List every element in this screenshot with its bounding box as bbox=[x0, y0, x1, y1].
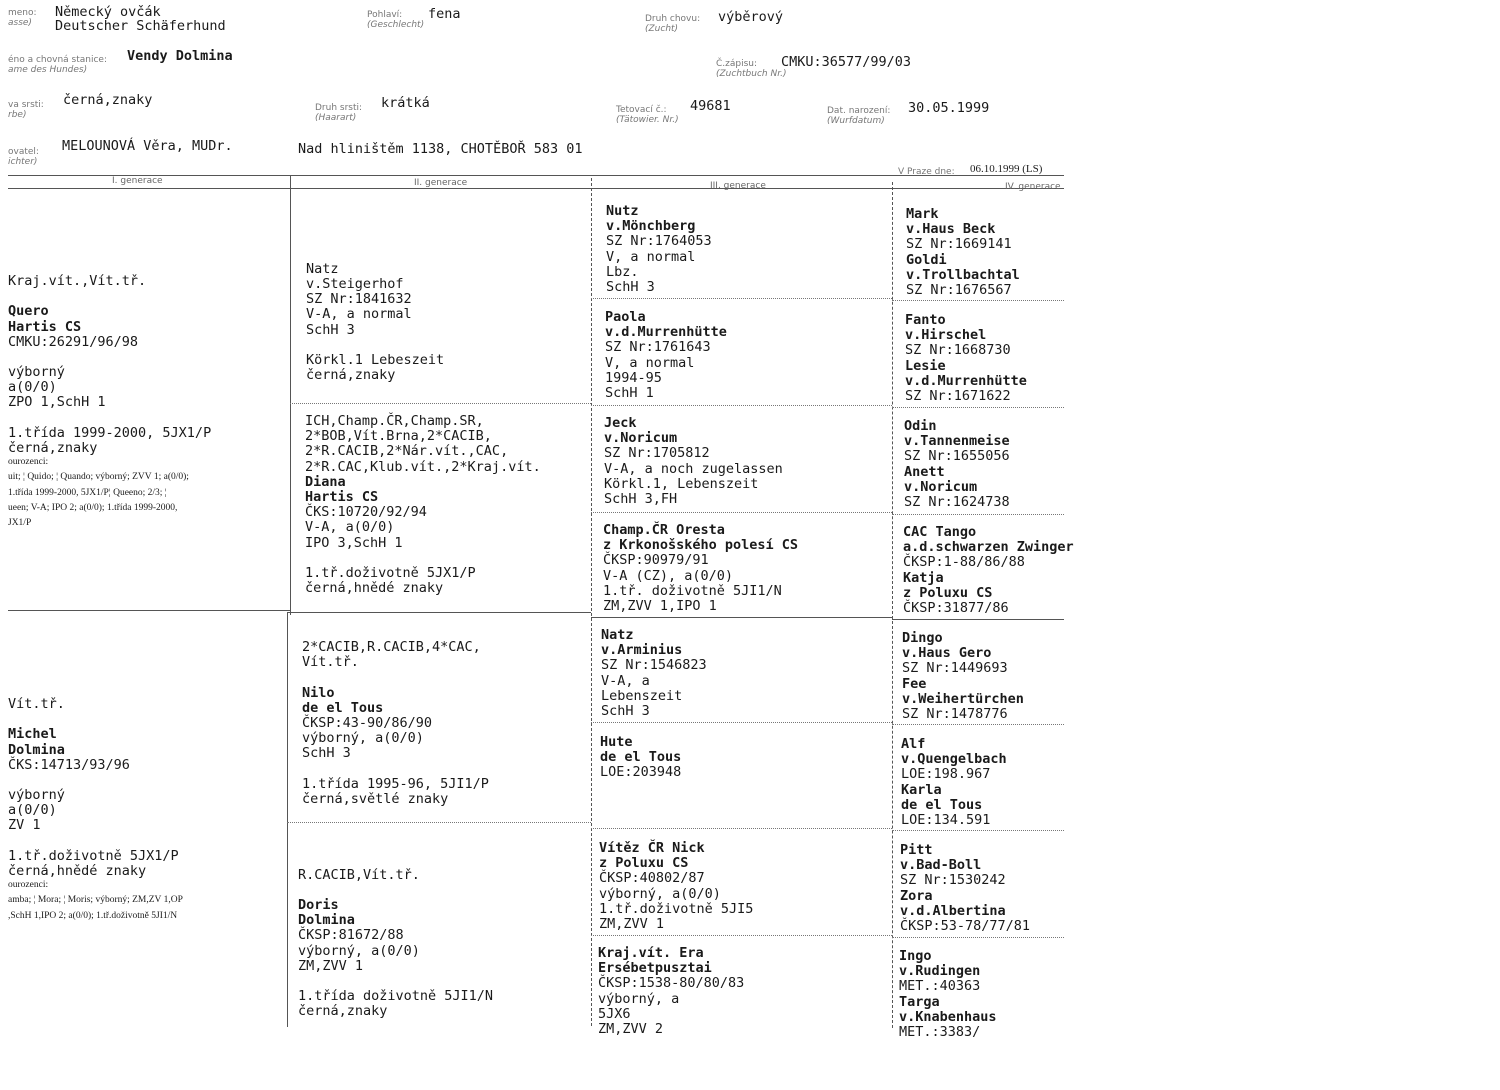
pedigree-line: SchH 3,FH bbox=[604, 490, 678, 507]
pedigree-line: de el Tous bbox=[302, 699, 384, 716]
pedigree-line: z Krkonošského polesí CS bbox=[603, 537, 799, 554]
pedigree-line: Pitt bbox=[900, 842, 933, 858]
pedigree-line: V-A (CZ), a(0/0) bbox=[603, 567, 734, 584]
pedigree-line bbox=[298, 852, 588, 867]
pedigree-line: v.Trollbachtal bbox=[906, 266, 1020, 283]
pedigree-line: Ersébetpusztai bbox=[598, 960, 712, 977]
gen4-cell-5 bbox=[902, 631, 1064, 724]
pedigree-line: SZ Nr:1449693 bbox=[902, 660, 1008, 677]
gen4-row-divider-7 bbox=[892, 937, 1064, 938]
pedigree-line: Targa bbox=[899, 993, 940, 1010]
col-divider-1a bbox=[290, 175, 291, 615]
gen3-row-divider-5 bbox=[591, 722, 892, 723]
pedigree-line bbox=[8, 834, 286, 849]
pedigree-line: Goldi bbox=[906, 251, 947, 268]
pedigree-line: ČKSP:1538-80/80/83 bbox=[598, 975, 745, 992]
gen3-row-divider-2 bbox=[591, 405, 892, 406]
pedigree-line: Fee bbox=[902, 675, 927, 692]
pedigree-line: černá,hnědé znaky bbox=[8, 863, 147, 879]
pedigree-line: SZ Nr:1761643 bbox=[605, 339, 711, 356]
pedigree-line bbox=[8, 712, 286, 727]
gen2-dam-dam bbox=[298, 822, 588, 1026]
pedigree-line bbox=[8, 667, 286, 682]
pedigree-line: SZ Nr:1671622 bbox=[905, 387, 1011, 404]
pedigree-line: Lebenszeit bbox=[601, 687, 683, 704]
tattoo-value: 49681 bbox=[690, 98, 731, 114]
pedigree-line: Michel bbox=[8, 726, 57, 743]
gen3-row-divider-3 bbox=[591, 512, 892, 513]
gen3-cell-5 bbox=[601, 628, 890, 722]
pedigree-line: ZM,ZVV 1 bbox=[298, 957, 364, 974]
pedigree-line: V-A, a normal bbox=[306, 306, 412, 323]
pedigree-line: ČKSP:40802/87 bbox=[599, 870, 705, 887]
pedigree-line: černá,hnědé znaky bbox=[305, 580, 444, 597]
pedigree-line: amba; ¦ Mora; ¦ Moris; výborný; ZM,ZV 1,OP bbox=[8, 895, 183, 906]
birth-label: Dat. narození: (Wurfdatum) bbox=[827, 106, 891, 126]
pedigree-line: ,SchH 1,IPO 2; a(0/0); 1.tř.doživotně 5JI1/N bbox=[8, 910, 178, 921]
gen3-row-divider-6 bbox=[591, 828, 892, 829]
pedigree-line: Kraj.vít.,Vít.tř. bbox=[8, 272, 147, 289]
pedigree-line bbox=[298, 822, 588, 837]
gen3-row-divider-1 bbox=[591, 298, 892, 299]
pedigree-line: ČKSP:53-78/77/81 bbox=[900, 917, 1031, 934]
pedigree-line: SZ Nr:1624738 bbox=[904, 493, 1010, 510]
pedigree-line: SZ Nr:1668730 bbox=[905, 342, 1011, 359]
pedigree-line: ČKSP:90979/91 bbox=[603, 552, 709, 569]
pedigree-line: Hartis CS bbox=[305, 488, 379, 505]
gen3-header: III. generace bbox=[710, 181, 766, 191]
pedigree-line: Hartis CS bbox=[8, 318, 82, 335]
gen4-row-divider-1 bbox=[892, 300, 1064, 301]
pedigree-line bbox=[298, 837, 588, 852]
gen3-cell-6 bbox=[600, 735, 890, 827]
pedigree-line: SZ Nr:1841632 bbox=[306, 291, 412, 308]
sex-value: fena bbox=[428, 6, 461, 22]
pedigree-line: SZ Nr:1669141 bbox=[906, 236, 1012, 253]
pedigree-line: a(0/0) bbox=[8, 379, 57, 396]
pedigree-line: výborný, a bbox=[598, 990, 680, 1007]
pedigree-line: JX1/P bbox=[8, 517, 32, 528]
pedigree-line: v.d.Murrenhütte bbox=[905, 372, 1027, 389]
pedigree-line bbox=[306, 338, 588, 353]
gen2-sire-dam bbox=[305, 414, 589, 610]
pedigree-line: ICH,Champ.ČR,Champ.SR, bbox=[305, 413, 484, 429]
col-divider-1b bbox=[287, 612, 288, 1027]
breeding-value: výběrový bbox=[718, 9, 784, 25]
issued-date: 06.10.1999 (LS) bbox=[970, 163, 1043, 175]
pedigree-line bbox=[8, 350, 286, 365]
pedigree-line: de el Tous bbox=[600, 749, 682, 766]
pedigree-line bbox=[8, 636, 286, 651]
pedigree-line: 1.tř. doživotně 5JI1/N bbox=[603, 582, 782, 599]
pedigree-line: SZ Nr:1478776 bbox=[902, 705, 1008, 722]
col-divider-3 bbox=[892, 182, 893, 1028]
issued-label: V Praze dne: bbox=[898, 167, 955, 177]
pedigree-line: Zora bbox=[900, 887, 933, 904]
breeder-value: MELOUNOVÁ Věra, MUDr. bbox=[62, 138, 233, 154]
pedigree-line: Jeck bbox=[604, 415, 637, 431]
gen2-row-divider-2 bbox=[288, 612, 591, 613]
pedigree-line: Dingo bbox=[902, 630, 943, 646]
pedigree-line: v.Arminius bbox=[601, 642, 683, 659]
pedigree-line: ČKSP:31877/86 bbox=[903, 599, 1009, 616]
pedigree-line: Paola bbox=[605, 309, 646, 325]
gen2-dam-sire bbox=[302, 640, 588, 820]
pedigree-line: Lbz. bbox=[606, 263, 639, 280]
pedigree-line: v.Noricum bbox=[904, 478, 978, 495]
pedigree-line: ZPO 1,SchH 1 bbox=[8, 394, 106, 411]
pedigree-line: výborný, a(0/0) bbox=[302, 730, 424, 747]
studbook-label: Č.zápisu: (Zuchtbuch Nr.) bbox=[716, 59, 787, 79]
pedigree-line: Hute bbox=[600, 734, 633, 750]
pedigree-line bbox=[8, 259, 286, 274]
gen4-cell-2 bbox=[905, 313, 1064, 406]
coat-label: Druh srsti: (Haarart) bbox=[315, 103, 363, 123]
pedigree-line bbox=[8, 682, 286, 697]
gen4-cell-7 bbox=[900, 843, 1064, 936]
birth-value: 30.05.1999 bbox=[908, 100, 990, 116]
pedigree-line: Diana bbox=[305, 473, 346, 490]
pedigree-line: Nilo bbox=[302, 684, 335, 701]
pedigree-line: Natz bbox=[601, 627, 634, 643]
pedigree-line: SZ Nr:1764053 bbox=[606, 233, 712, 250]
gen4-row-divider-4 bbox=[892, 619, 1064, 620]
pedigree-line bbox=[8, 228, 286, 243]
pedigree-line: v.Hirschel bbox=[905, 327, 987, 344]
pedigree-line: SchH 3 bbox=[601, 702, 650, 719]
gen2-sire-sire bbox=[306, 201, 588, 401]
gen3-cell-1 bbox=[606, 204, 890, 298]
pedigree-line: v.d.Murrenhütte bbox=[605, 324, 727, 341]
pedigree-line: Fanto bbox=[905, 312, 946, 328]
pedigree-line bbox=[302, 670, 588, 685]
pedigree-line: V-A, a noch zugelassen bbox=[604, 460, 783, 477]
pedigree-line: 1.tř.doživotně 5JX1/P bbox=[305, 564, 476, 581]
gen3-cell-4 bbox=[603, 523, 890, 617]
gen4-cell-6 bbox=[901, 737, 1064, 829]
gen2-header: II. generace bbox=[414, 178, 468, 188]
pedigree-line: 1.třída doživotně 5JI1/N bbox=[298, 988, 494, 1005]
pedigree-line: SZ Nr:1655056 bbox=[904, 448, 1010, 465]
pedigree-line: V, a normal bbox=[605, 354, 695, 371]
pedigree-line: v.Weihertürchen bbox=[902, 690, 1024, 707]
pedigree-line: Nutz bbox=[606, 203, 639, 219]
pedigree-line: 1.tř.doživotně 5JI5 bbox=[599, 900, 754, 917]
gen4-header: IV. generace bbox=[1005, 182, 1061, 192]
gen1-header: I. generace bbox=[112, 176, 163, 186]
pedigree-line: ourozenci: bbox=[8, 457, 49, 468]
studbook-value: CMKU:36577/99/03 bbox=[781, 54, 912, 70]
pedigree-line: Vít.tř. bbox=[8, 695, 65, 712]
pedigree-line: a(0/0) bbox=[8, 802, 57, 819]
pedigree-line: a.d.schwarzen Zwinger bbox=[903, 539, 1074, 556]
pedigree-line bbox=[8, 651, 286, 666]
pedigree-line bbox=[8, 773, 286, 788]
color-label: va srsti: rbe) bbox=[8, 100, 44, 120]
pedigree-line: v.Mönchberg bbox=[606, 218, 696, 235]
pedigree-line bbox=[302, 762, 588, 777]
pedigree-line: V, a normal bbox=[606, 248, 696, 265]
pedigree-line: LOE:134.591 bbox=[901, 811, 991, 828]
pedigree-line: Körkl.1, Lebenszeit bbox=[604, 475, 759, 492]
gen1-dam bbox=[8, 621, 286, 1026]
breeder-label: ovatel: ichter) bbox=[8, 147, 39, 167]
col-divider-2 bbox=[591, 178, 592, 1026]
generation-header-border bbox=[8, 188, 1064, 189]
pedigree-line: 1994-95 bbox=[605, 369, 662, 386]
gen4-row-divider-5 bbox=[892, 724, 1064, 725]
pedigree-line: výborný, a(0/0) bbox=[599, 885, 721, 902]
pedigree-line: v.Steigerhof bbox=[306, 275, 404, 292]
pedigree-line: MET.:3383/ bbox=[899, 1023, 981, 1040]
pedigree-line: V-A, a(0/0) bbox=[305, 519, 395, 536]
pedigree-line: Dolmina bbox=[8, 741, 65, 758]
gen4-cell-3 bbox=[904, 419, 1064, 512]
pedigree-line: MET.:40363 bbox=[899, 978, 981, 995]
pedigree-line: v.d.Albertina bbox=[900, 902, 1006, 919]
pedigree-line: z Poluxu CS bbox=[599, 855, 689, 872]
pedigree-line: SchH 3 bbox=[302, 745, 351, 762]
pedigree-line: v.Noricum bbox=[604, 430, 678, 447]
pedigree-line: 1.tř.doživotně 5JX1/P bbox=[8, 847, 179, 864]
breed-cz: Německý ovčák bbox=[55, 4, 161, 20]
sex-label: Pohlaví: (Geschlecht) bbox=[367, 10, 425, 30]
pedigree-line: černá,znaky bbox=[8, 440, 98, 456]
pedigree-line: 1.třída 1995-96, 5JI1/P bbox=[302, 775, 489, 792]
pedigree-line: ourozenci: bbox=[8, 880, 49, 891]
pedigree-line bbox=[8, 411, 286, 426]
pedigree-line: v.Haus Gero bbox=[902, 645, 992, 662]
pedigree-line: Ingo bbox=[899, 948, 932, 964]
breed-label: meno: asse) bbox=[8, 8, 37, 28]
pedigree-line: ČKSP:1-88/86/88 bbox=[903, 554, 1025, 571]
pedigree-line: Mark bbox=[906, 206, 939, 222]
pedigree-line: 2*CACIB,R.CACIB,4*CAC, bbox=[302, 639, 481, 655]
gen4-row-divider-3 bbox=[892, 514, 1064, 515]
pedigree-line bbox=[306, 231, 588, 246]
pedigree-line: Vítěz ČR Nick bbox=[599, 840, 705, 856]
breeding-label: Druh chovu: (Zucht) bbox=[645, 14, 701, 34]
pedigree-line: LOE:198.967 bbox=[901, 766, 991, 783]
color-value: černá,znaky bbox=[63, 92, 153, 108]
pedigree-line: výborný bbox=[8, 787, 65, 804]
gen3-row-divider-7 bbox=[591, 935, 892, 936]
pedigree-line: SZ Nr:1705812 bbox=[604, 445, 710, 462]
pedigree-line: R.CACIB,Vít.tř. bbox=[298, 866, 420, 883]
gen3-cell-8 bbox=[598, 945, 890, 1037]
pedigree-line bbox=[8, 198, 286, 213]
breed-de: Deutscher Schäferhund bbox=[55, 18, 226, 34]
pedigree-line bbox=[306, 216, 588, 231]
pedigree-line: Natz bbox=[306, 260, 339, 277]
pedigree-line: LOE:203948 bbox=[600, 764, 682, 781]
pedigree-line: z Poluxu CS bbox=[903, 584, 993, 601]
pedigree-line bbox=[306, 201, 588, 216]
pedigree-line: výborný, a(0/0) bbox=[298, 942, 420, 959]
name-label: éno a chovná stanice: ame des Hundes) bbox=[8, 55, 108, 75]
gen4-row-divider-2 bbox=[892, 407, 1064, 408]
pedigree-line: Kraj.vít. Era bbox=[598, 945, 704, 961]
pedigree-line: v.Bad-Boll bbox=[900, 857, 982, 874]
gen3-cell-7 bbox=[599, 841, 890, 935]
dog-name: Vendy Dolmina bbox=[127, 48, 233, 64]
pedigree-line: ČKS:14713/93/96 bbox=[8, 756, 130, 773]
pedigree-line: CAC Tango bbox=[903, 524, 977, 540]
pedigree-line: SZ Nr:1530242 bbox=[900, 872, 1006, 889]
gen1-row-divider bbox=[8, 610, 291, 611]
gen1-sire bbox=[8, 198, 286, 608]
gen3-row-divider-4 bbox=[591, 617, 892, 618]
pedigree-line: uit; ¦ Quido; ¦ Quando; výborný; ZVV 1; a(0/0); bbox=[8, 472, 189, 483]
pedigree-line: černá,znaky bbox=[298, 1003, 388, 1020]
gen2-row-divider-1 bbox=[290, 403, 591, 404]
pedigree-line bbox=[8, 244, 286, 259]
pedigree-line: SZ Nr:1676567 bbox=[906, 281, 1012, 298]
pedigree-line: 2*R.CACIB,2*Nár.vít.,CAC, bbox=[305, 443, 509, 460]
pedigree-line: Katja bbox=[903, 569, 944, 586]
pedigree-line bbox=[305, 551, 589, 566]
pedigree-line bbox=[8, 213, 286, 228]
pedigree-line: 1.třída 1999-2000, 5JX1/P¦ Queeno; 2/3; ¦ bbox=[8, 487, 167, 498]
pedigree-line: Karla bbox=[901, 781, 942, 798]
pedigree-line: ČKSP:81672/88 bbox=[298, 927, 404, 944]
pedigree-line: V-A, a bbox=[601, 672, 650, 689]
pedigree-line: 1.třída 1999-2000, 5JX1/P bbox=[8, 424, 212, 441]
pedigree-line: ZM,ZVV 2 bbox=[598, 1020, 664, 1037]
pedigree-line: Vít.tř. bbox=[302, 654, 359, 671]
pedigree-line: Doris bbox=[298, 896, 339, 913]
pedigree-line: ZV 1 bbox=[8, 817, 41, 834]
pedigree-line: de el Tous bbox=[901, 796, 983, 813]
table-top-border bbox=[8, 175, 1064, 176]
pedigree-line bbox=[306, 247, 588, 262]
pedigree-line bbox=[298, 974, 588, 989]
coat-value: krátká bbox=[381, 95, 430, 111]
pedigree-line: v.Tannenmeise bbox=[904, 433, 1010, 450]
pedigree-line: ČKS:10720/92/94 bbox=[305, 504, 427, 521]
pedigree-line: výborný bbox=[8, 364, 65, 381]
pedigree-line: v.Haus Beck bbox=[906, 221, 996, 238]
pedigree-line: Quero bbox=[8, 303, 49, 320]
pedigree-line: CMKU:26291/96/98 bbox=[8, 333, 139, 350]
gen3-cell-2 bbox=[605, 310, 890, 404]
gen4-cell-4 bbox=[903, 524, 1074, 618]
pedigree-line: Anett bbox=[904, 463, 945, 480]
gen4-cell-8 bbox=[899, 948, 1064, 1040]
pedigree-line: ZM,ZVV 1 bbox=[599, 915, 665, 932]
pedigree-line: černá,znaky bbox=[306, 367, 396, 384]
pedigree-line: černá,světlé znaky bbox=[302, 790, 449, 807]
pedigree-line: 2*R.CAC,Klub.vít.,2*Kraj.vít. bbox=[305, 458, 541, 475]
pedigree-line: 2*BOB,Vít.Brna,2*CACIB, bbox=[305, 428, 492, 445]
pedigree-line: Körkl.1 Lebeszeit bbox=[306, 351, 445, 368]
tattoo-label: Tetovací č.: (Tätowier. Nr.) bbox=[616, 105, 679, 125]
pedigree-line: SchH 3 bbox=[306, 321, 355, 338]
pedigree-line: ueen; V-A; IPO 2; a(0/0); 1.třída 1999-2000, bbox=[8, 502, 178, 513]
pedigree-line: v.Rudingen bbox=[899, 963, 981, 980]
gen4-cell-1 bbox=[906, 207, 1064, 300]
pedigree-line: 5JX6 bbox=[598, 1005, 631, 1022]
pedigree-line bbox=[8, 289, 286, 304]
pedigree-line: IPO 3,SchH 1 bbox=[305, 534, 403, 551]
pedigree-line: v.Knabenhaus bbox=[899, 1008, 997, 1025]
pedigree-line bbox=[8, 621, 286, 636]
pedigree-line: Alf bbox=[901, 736, 926, 752]
pedigree-line: SchH 1 bbox=[605, 384, 654, 401]
pedigree-line: Champ.ČR Oresta bbox=[603, 522, 725, 538]
pedigree-line: Odin bbox=[904, 418, 937, 434]
pedigree-line: SchH 3 bbox=[606, 278, 655, 295]
pedigree-line bbox=[298, 883, 588, 898]
pedigree-line: ČKSP:43-90/86/90 bbox=[302, 714, 433, 731]
gen4-row-divider-6 bbox=[892, 830, 1064, 831]
gen3-cell-3 bbox=[604, 416, 890, 510]
breeder-address: Nad hliništěm 1138, CHOTĚBOŘ 583 01 bbox=[298, 141, 583, 157]
pedigree-line: SZ Nr:1546823 bbox=[601, 657, 707, 674]
pedigree-line: ZM,ZVV 1,IPO 1 bbox=[603, 597, 717, 614]
pedigree-line: v.Quengelbach bbox=[901, 751, 1007, 768]
pedigree-line: Dolmina bbox=[298, 912, 355, 929]
pedigree-line: Lesie bbox=[905, 357, 946, 374]
